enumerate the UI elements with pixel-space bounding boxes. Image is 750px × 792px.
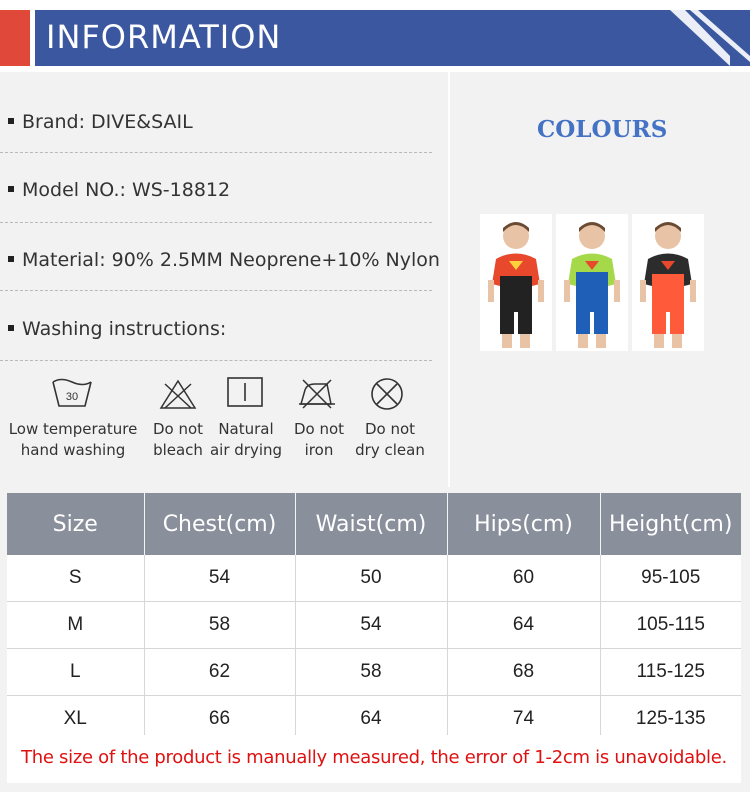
table-cell: 62 [144,649,295,696]
wash-label-hand: Low temperature hand washing [8,420,138,459]
table-cell: 115-125 [600,649,741,696]
material-text: Material: 90% 2.5MM Neoprene+10% Nylon [22,249,440,271]
table-row [7,649,741,696]
table-cell: 64 [295,696,447,743]
measurement-note: The size of the product is manually measured, the error of 1-2cm is unavoidable. [7,735,741,781]
size-table [7,493,741,743]
wash-30-icon [50,376,94,408]
table-cell: 74 [447,696,600,743]
table-cell: 58 [144,602,295,649]
wash-label-dryclean: Do not dry clean [355,420,425,459]
divider [0,360,432,361]
washing-row [8,318,226,340]
header-banner [0,0,750,72]
header-stripe-decoration [650,0,750,72]
table-row [7,602,741,649]
table-cell: 68 [447,649,600,696]
header-height: Height(cm) [600,493,741,555]
table-cell: L [7,649,144,696]
table-cell: M [7,602,144,649]
no-iron-icon [297,376,337,410]
material-row [8,249,440,271]
model-text: Model NO.: WS-18812 [22,179,231,201]
wash-label-iron: Do not iron [293,420,345,459]
washing-text: Washing instructions: [22,318,227,340]
header-chest: Chest(cm) [144,493,295,555]
wash-label-bleach: Do not bleach [152,420,204,459]
table-cell: S [7,555,144,602]
header-hips: Hips(cm) [447,493,600,555]
colours-title: COLOURS [537,116,668,143]
wash-label-dry: Natural air drying [209,420,283,459]
table-row [7,555,741,602]
divider [0,152,432,153]
header-waist: Waist(cm) [295,493,447,555]
wetsuit-blue-green-image [556,214,628,351]
model-row [8,179,230,201]
table-cell: 105-115 [600,602,741,649]
wetsuit-orange-red-image [632,214,704,351]
table-cell: 50 [295,555,447,602]
no-bleach-icon [159,378,197,410]
table-cell: 66 [144,696,295,743]
table-cell: 60 [447,555,600,602]
table-cell: 125-135 [600,696,741,743]
page-title: INFORMATION [46,18,282,56]
natural-dry-icon [226,376,264,408]
wash-temperature-text: 30 [65,391,79,403]
header-size: Size [7,493,144,555]
table-cell: 64 [447,602,600,649]
size-table-header [7,493,741,555]
table-cell: 54 [295,602,447,649]
header-red-block [0,10,30,66]
table-cell: 95-105 [600,555,741,602]
no-dry-clean-icon [369,376,405,412]
divider [0,222,432,223]
divider [0,290,432,291]
table-cell: XL [7,696,144,743]
brand-text: Brand: DIVE&SAIL [22,111,193,133]
wetsuit-black-orange-image [480,214,552,351]
brand-row [8,111,193,133]
table-cell: 58 [295,649,447,696]
table-cell: 54 [144,555,295,602]
